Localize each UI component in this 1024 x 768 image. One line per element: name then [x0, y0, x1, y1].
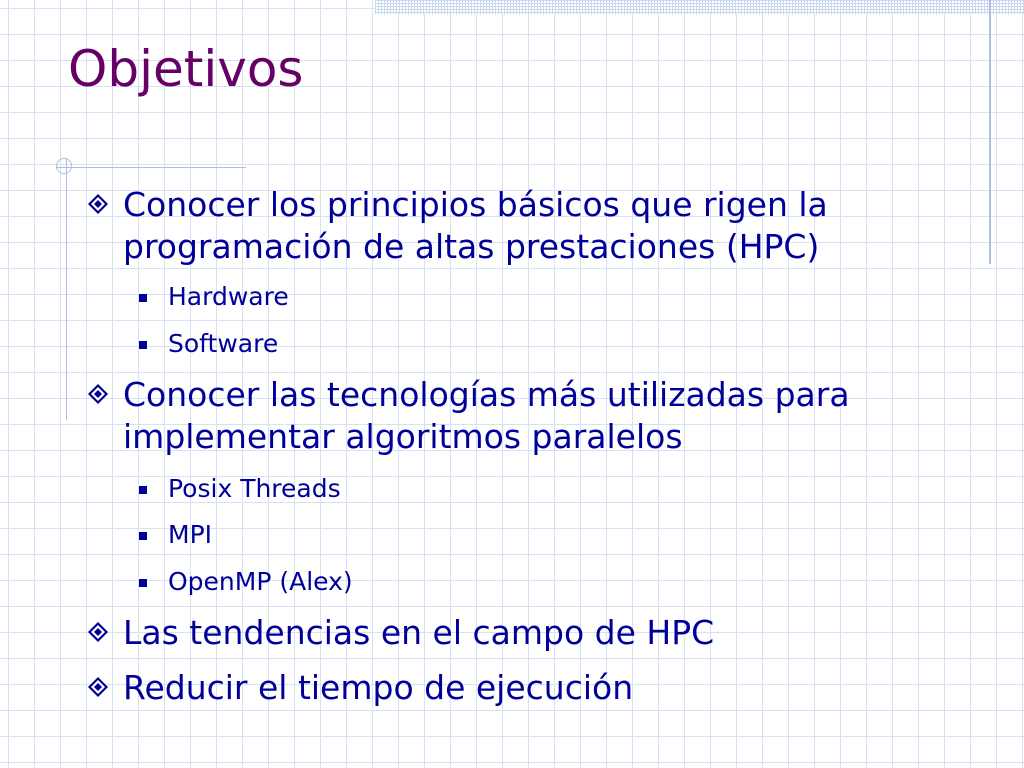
square-bullet-icon	[139, 486, 147, 494]
diamond-bullet-icon	[87, 676, 109, 698]
sub-bullet-openmp: OpenMP (Alex)	[168, 567, 353, 596]
diamond-bullet-icon	[87, 193, 109, 215]
square-bullet-icon	[139, 579, 147, 587]
diamond-bullet-icon	[87, 621, 109, 643]
sub-bullet-posix-threads: Posix Threads	[168, 474, 341, 503]
diamond-bullet-icon	[87, 383, 109, 405]
sub-bullet-mpi: MPI	[168, 520, 213, 549]
bullet-hpc-principles: Conocer los principios básicos que rigen la programación de altas prestaciones (HPC)	[123, 185, 828, 266]
sub-bullet-software: Software	[168, 329, 279, 358]
slide-title: Objetivos	[68, 40, 304, 98]
bullet-parallel-technologies: Conocer las tecnologías más utilizadas para implementar algoritmos paralelos	[123, 375, 850, 456]
square-bullet-icon	[139, 294, 147, 302]
square-bullet-icon	[139, 532, 147, 540]
sub-bullet-hardware: Hardware	[168, 282, 289, 311]
square-bullet-icon	[139, 341, 147, 349]
bullet-reduce-execution-time: Reducir el tiempo de ejecución	[123, 668, 634, 707]
bullet-hpc-trends: Las tendencias en el campo de HPC	[123, 613, 715, 652]
